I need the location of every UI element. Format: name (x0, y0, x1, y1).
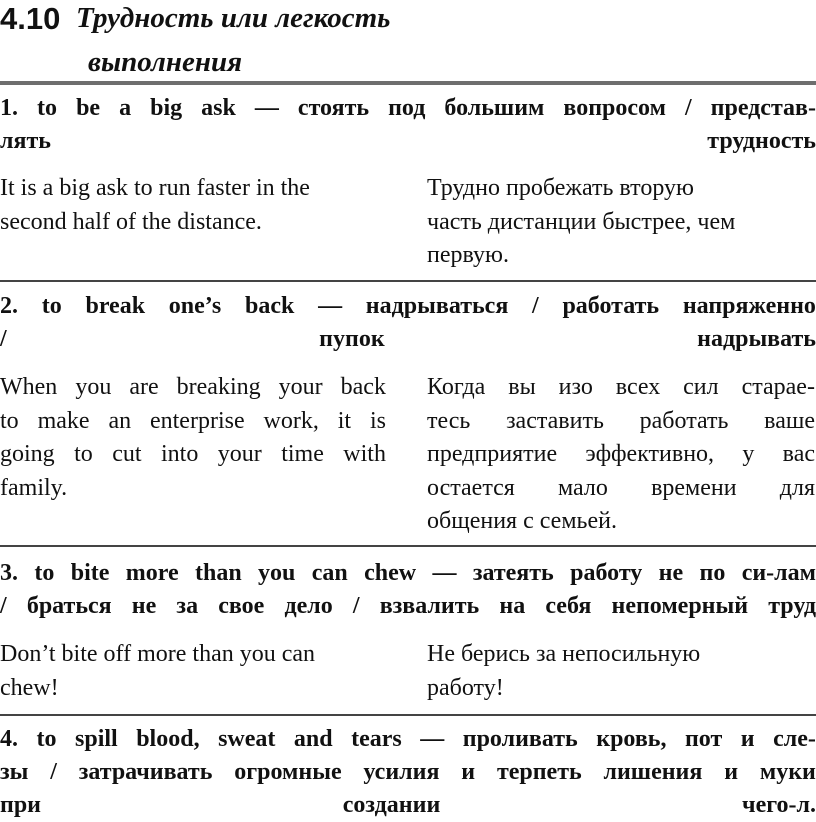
entry-2-ru-line-5: общения с семьей. (427, 508, 617, 534)
entry-1-heading (0, 92, 816, 158)
section-divider (0, 81, 816, 85)
entry-divider (0, 545, 816, 547)
entry-1-en-line-1: It is a big ask to run faster in the (0, 175, 310, 201)
entry-3-russian-translation (427, 638, 807, 705)
entry-3-ru-line-1: Не берись за непосильную (427, 641, 701, 667)
entry-2-en-line-1: When you are breaking your back (0, 374, 386, 400)
entry-1-ru-line-2: часть дистанции быстрее, чем (427, 208, 736, 235)
entry-2-english-example (0, 371, 386, 505)
entry-1-heading-line-2: лять трудность (0, 128, 816, 154)
entry-2-ru-line-4: остается мало времени для (427, 474, 815, 501)
entry-1-russian-translation (427, 172, 797, 273)
entry-2-ru-line-2: тесь заставить работать ваше (427, 407, 815, 434)
entry-1-en-line-2: second half of the distance. (0, 208, 262, 235)
entry-2-heading-line-2: / пупок надрывать (0, 326, 816, 352)
entry-1-ru-line-1: Трудно пробежать вторую (427, 175, 694, 201)
section-title-line-1: Трудность или легкость (76, 2, 391, 34)
entry-3-heading-line-2: / браться не за свое дело / взвалить на себя непомерный труд (0, 593, 816, 619)
entry-3-en-line-2: chew! (0, 674, 59, 701)
entry-4-heading (0, 723, 816, 822)
entry-3-heading (0, 557, 816, 623)
entry-divider (0, 280, 816, 282)
entry-1-ru-line-3: первую. (427, 242, 509, 268)
entry-3-en-line-1: Don’t bite off more than you can (0, 641, 316, 667)
entry-4-heading-line-2: зы / затрачивать огромные усилия и терпеть лишения и муки (0, 759, 816, 785)
entry-3-heading-line-1: 3. to bite more than you can chew — затеять работу не по си-лам (0, 560, 816, 586)
entry-1-english-example (0, 172, 370, 239)
entry-1-heading-line-1: 1. to be a big ask — стоять под большим вопросом / представ- (0, 95, 816, 121)
entry-4-heading-line-1: 4. to spill blood, sweat and tears — проливать кровь, пот и сле- (0, 726, 816, 752)
entry-2-heading (0, 290, 816, 356)
entry-2-en-line-3: going to cut into your time with (0, 441, 386, 467)
entry-2-russian-translation (427, 371, 815, 539)
entry-2-heading-line-1: 2. to break one’s back — надрываться / работать напряженно (0, 293, 816, 319)
entry-2-ru-line-3: предприятие эффективно, у вас (427, 441, 815, 467)
entry-4-heading-line-3: при создании чего-л. (0, 792, 816, 818)
entry-3-ru-line-2: работу! (427, 674, 504, 701)
section-title-line-2: выполнения (88, 46, 243, 78)
entry-2-en-line-2: to make an enterprise work, it is (0, 407, 386, 434)
entry-2-ru-line-1: Когда вы изо всех сил старае- (427, 374, 815, 400)
section-number: 4.10 (0, 1, 61, 36)
entry-3-english-example (0, 638, 380, 705)
entry-2-en-line-4: family. (0, 474, 68, 501)
entry-divider (0, 714, 816, 716)
